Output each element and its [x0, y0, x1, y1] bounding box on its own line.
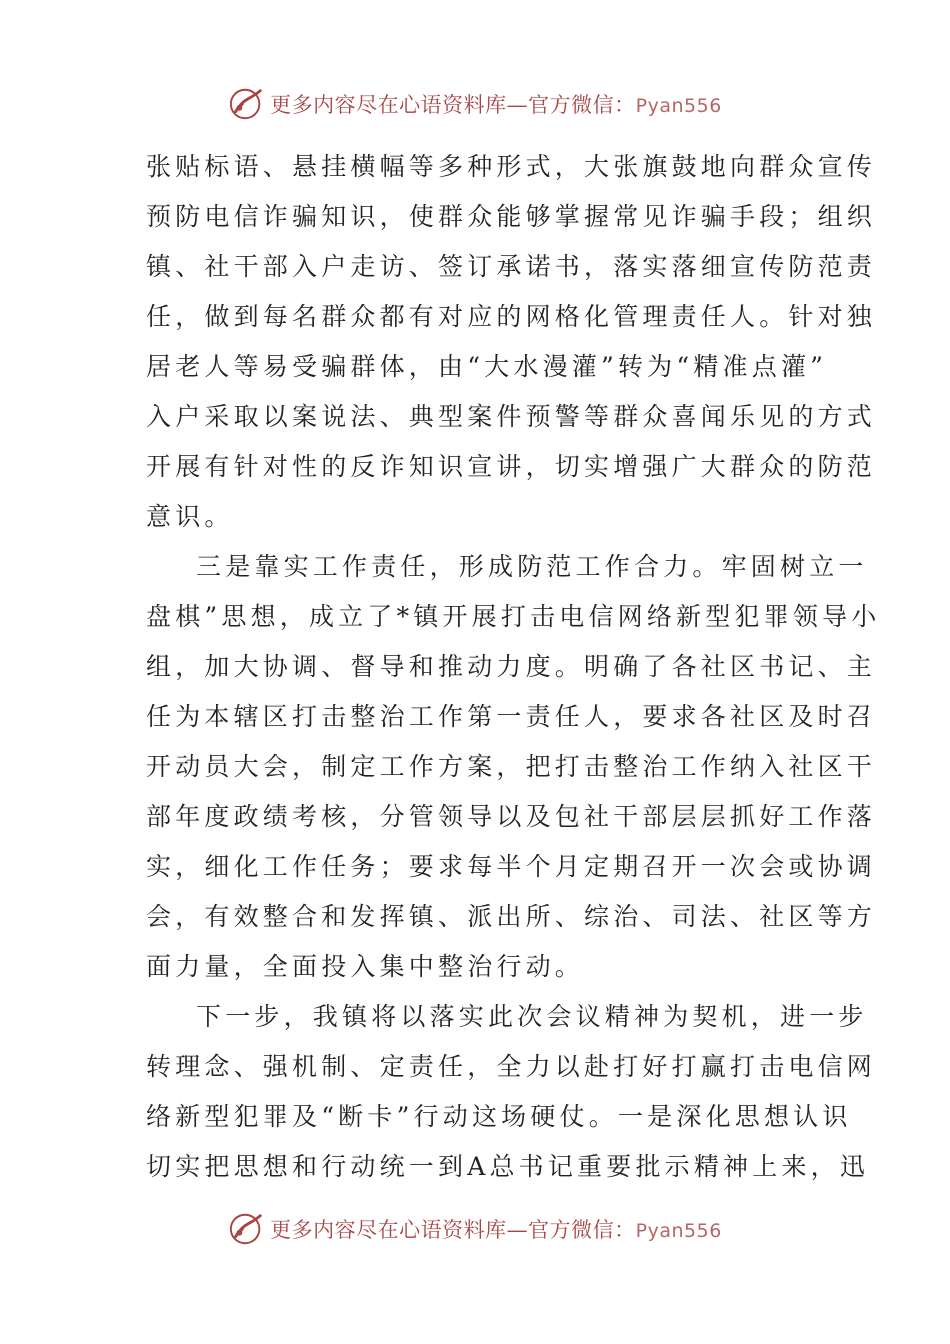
header-banner	[0, 84, 950, 124]
text-line: 开动员大会，制定工作方案，把打击整治工作纳入社区干	[146, 752, 877, 781]
text-line: 部年度政绩考核，分管领导以及包社干部层层抓好工作落	[146, 802, 877, 831]
text-line: 络新型犯罪及“断卡”行动这场硬仗。一是深化思想认识	[146, 1102, 852, 1131]
text-line: 下一步，我镇将以落实此次会议精神为契机，进一步	[196, 1002, 868, 1031]
text-line: 切实把思想和行动统一到A总书记重要批示精神上来，迅	[146, 1152, 870, 1181]
footer-banner	[0, 1209, 950, 1249]
pen-logo-icon	[228, 1210, 266, 1248]
paragraph-3	[146, 992, 877, 1192]
text-line: 居老人等易受骗群体，由“大水漫灌”转为“精准点灌”	[146, 352, 828, 381]
wechat-id: Pyan556	[635, 95, 722, 117]
text-line: 开展有针对性的反诈知识宣讲，切实增强广大群众的防范	[146, 452, 877, 481]
text-line: 三是靠实工作责任，形成防范工作合力。牢固树立一	[196, 552, 868, 581]
banner-text: 更多内容尽在心语资料库—官方微信：Pyan556	[270, 93, 722, 117]
text-line: 预防电信诈骗知识，使群众能够掌握常见诈骗手段；组织	[146, 202, 877, 231]
paragraph-2	[146, 542, 881, 992]
text-line: 任为本辖区打击整治工作第一责任人，要求各社区及时召	[146, 702, 877, 731]
text-line: 会，有效整合和发挥镇、派出所、综治、司法、社区等方	[146, 902, 877, 931]
text-line: 任，做到每名群众都有对应的网格化管理责任人。针对独	[146, 302, 877, 331]
text-line: 入户采取以案说法、典型案件预警等群众喜闻乐见的方式	[146, 402, 877, 431]
text-line: 意识。	[146, 502, 234, 531]
text-line: 实，细化工作任务；要求每半个月定期召开一次会或协调	[146, 852, 877, 881]
paragraph-1	[146, 142, 877, 542]
text-line: 盘棋”思想，成立了*镇开展打击电信网络新型犯罪领导小	[146, 602, 881, 631]
document-body	[146, 142, 881, 1192]
pen-logo-icon	[228, 85, 266, 123]
wechat-id: Pyan556	[635, 1220, 722, 1242]
text-line: 镇、社干部入户走访、签订承诺书，落实落细宣传防范责	[146, 252, 877, 281]
text-line: 面力量，全面投入集中整治行动。	[146, 952, 585, 981]
banner-text: 更多内容尽在心语资料库—官方微信：Pyan556	[270, 1218, 722, 1242]
text-line: 组，加大协调、督导和推动力度。明确了各社区书记、主	[146, 652, 877, 681]
text-line: 张贴标语、悬挂横幅等多种形式，大张旗鼓地向群众宣传	[146, 152, 877, 181]
text-line: 转理念、强机制、定责任，全力以赴打好打赢打击电信网	[146, 1052, 877, 1081]
